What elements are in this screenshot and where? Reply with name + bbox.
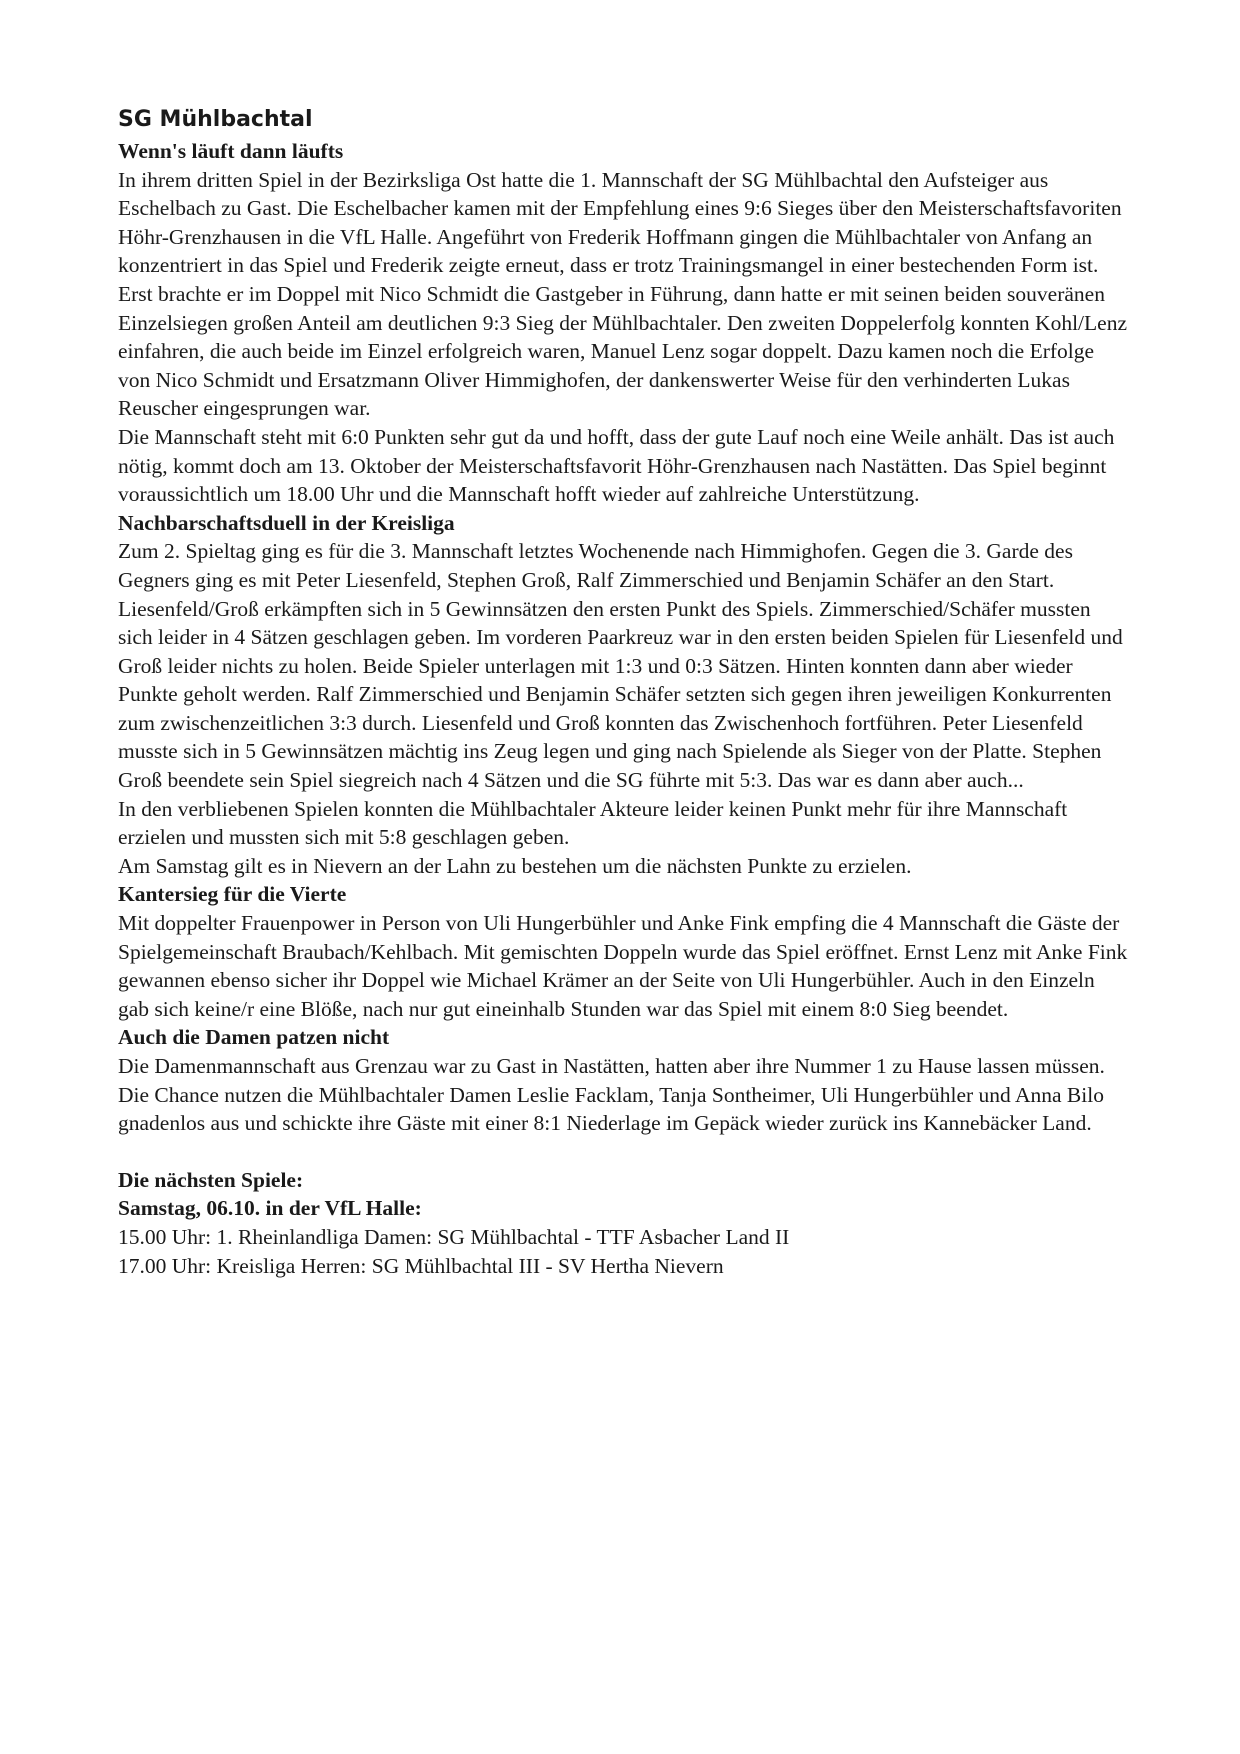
schedule-date-heading: Samstag, 06.10. in der VfL Halle: bbox=[118, 1196, 422, 1221]
article-section-2 bbox=[118, 509, 1128, 881]
schedule-section bbox=[118, 1166, 1128, 1280]
article-section-4 bbox=[118, 1023, 1128, 1137]
paragraph: Mit doppelter Frauenpower in Person von Uli Hungerbühler und Anke Fink empfing die 4 Mannschaft die Gäste der Spielgemeinschaft Braubach/Kehlbach. Mit gemischten Doppeln wurde das Spiel eröffnet. Ernst Lenz mit Anke Fink gewannen ebenso sicher ihr Doppel wie Michael Krämer an der Seite von Uli Hungerbühler. Auch in den Einzeln gab sich keine/r eine Blöße, nach nur gut eineinhalb Stunden war das Spiel mit einem 8:0 Sieg beendet. bbox=[118, 911, 1128, 1021]
section-heading: Kantersieg für die Vierte bbox=[118, 882, 347, 907]
schedule-item: 15.00 Uhr: 1. Rheinlandliga Damen: SG Mühlbachtal - TTF Asbacher Land II bbox=[118, 1224, 790, 1249]
paragraph: In ihrem dritten Spiel in der Bezirksliga Ost hatte die 1. Mannschaft der SG Mühlbachtal den Aufsteiger aus Eschelbach zu Gast. Die Eschelbacher kamen mit der Empfehlung eines 9:6 Sieges über den Meisterschaftsfavoriten Höhr-Grenzhausen in die VfL Halle. Angeführt von Frederik Hoffmann gingen die Mühlbachtaler von Anfang an konzentriert in das Spiel und Frederik zeigte erneut, dass er trotz Trainingsmangel in einer bestechenden Form ist. Erst brachte er im Doppel mit Nico Schmidt die Gastgeber in Führung, dann hatte er mit seinen beiden souveränen Einzelsiegen großen Anteil am deutlichen 9:3 Sieg der Mühlbachtaler. Den zweiten Doppelerfolg konnten Kohl/Lenz einfahren, die auch beide im Einzel erfolgreich waren, Manuel Lenz sogar doppelt. Dazu kamen noch die Erfolge von Nico Schmidt und Ersatzmann Oliver Himmighofen, der dankenswerter Weise für den verhinderten Lukas Reuscher eingesprungen war. bbox=[118, 167, 1127, 421]
schedule-item: 17.00 Uhr: Kreisliga Herren: SG Mühlbachtal III - SV Hertha Nievern bbox=[118, 1253, 724, 1278]
spacer bbox=[118, 1138, 1128, 1166]
paragraph: Die Mannschaft steht mit 6:0 Punkten sehr gut da und hofft, dass der gute Lauf noch eine Weile anhält. Das ist auch nötig, kommt doch am 13. Oktober der Meisterschaftsfavorit Höhr-Grenzhausen nach Nastätten. Das Spiel beginnt voraussichtlich um 18.00 Uhr und die Mannschaft hofft wieder auf zahlreiche Unterstützung. bbox=[118, 424, 1115, 507]
section-heading: Wenn's läuft dann läufts bbox=[118, 139, 344, 163]
section-heading: Nachbarschaftsduell in der Kreisliga bbox=[118, 510, 455, 535]
paragraph: Zum 2. Spieltag ging es für die 3. Mannschaft letztes Wochenende nach Himmighofen. Gegen die 3. Garde des Gegners ging es mit Peter Liesenfeld, Stephen Groß, Ralf Zimmerschied und Benjamin Schäfer an den Start. bbox=[118, 539, 1073, 592]
paragraph: In den verbliebenen Spielen konnten die Mühlbachtaler Akteure leider keinen Punkt mehr für ihre Mannschaft erzielen und mussten sich mit 5:8 geschlagen geben. bbox=[118, 796, 1068, 850]
document-page bbox=[118, 105, 1128, 1280]
paragraph: Die Damenmannschaft aus Grenzau war zu Gast in Nastätten, hatten aber ihre Nummer 1 zu Hause lassen müssen. Die Chance nutzen die Mühlbachtaler Damen Leslie Facklam, Tanja Sontheimer, Uli Hungerbühler und Anna Bilo gnadenlos aus und schickte ihre Gäste mit einer 8:1 Niederlage im Gepäck wieder zurück ins Kannebäcker Land. bbox=[118, 1054, 1105, 1136]
paragraph: Liesenfeld/Groß erkämpften sich in 5 Gewinnsätzen den ersten Punkt des Spiels. Zimmerschied/Schäfer mussten sich leider in 4 Sätzen geschlagen geben. Im vorderen Paarkreuz war in den ersten beiden Spielen für Liesenfeld und Groß leider nichts zu holen. Beide Spieler unterlagen mit 1:3 und 0:3 Sätzen. Hinten konnten dann aber wieder Punkte geholt werden. Ralf Zimmerschied und Benjamin Schäfer setzten sich gegen ihren jeweiligen Konkurrenten zum zwischenzeitlichen 3:3 durch. Liesenfeld und Groß konnten das Zwischenhoch fortführen. Peter Liesenfeld musste sich in 5 Gewinnsätzen mächtig ins Zeug legen und ging nach Spielende als Sieger von der Platte. Stephen Groß beendete sein Spiel siegreich nach 4 Sätzen und die SG führte mit 5:3. Das war es dann aber auch... bbox=[118, 596, 1123, 793]
article-section-3 bbox=[118, 880, 1128, 1023]
section-heading: Auch die Damen patzen nicht bbox=[118, 1025, 390, 1050]
document-title: SG Mühlbachtal bbox=[118, 107, 313, 132]
paragraph: Am Samstag gilt es in Nievern an der Lahn zu bestehen um die nächsten Punkte zu erzielen. bbox=[118, 853, 912, 878]
article-section-1 bbox=[118, 137, 1128, 509]
schedule-heading: Die nächsten Spiele: bbox=[118, 1167, 304, 1192]
